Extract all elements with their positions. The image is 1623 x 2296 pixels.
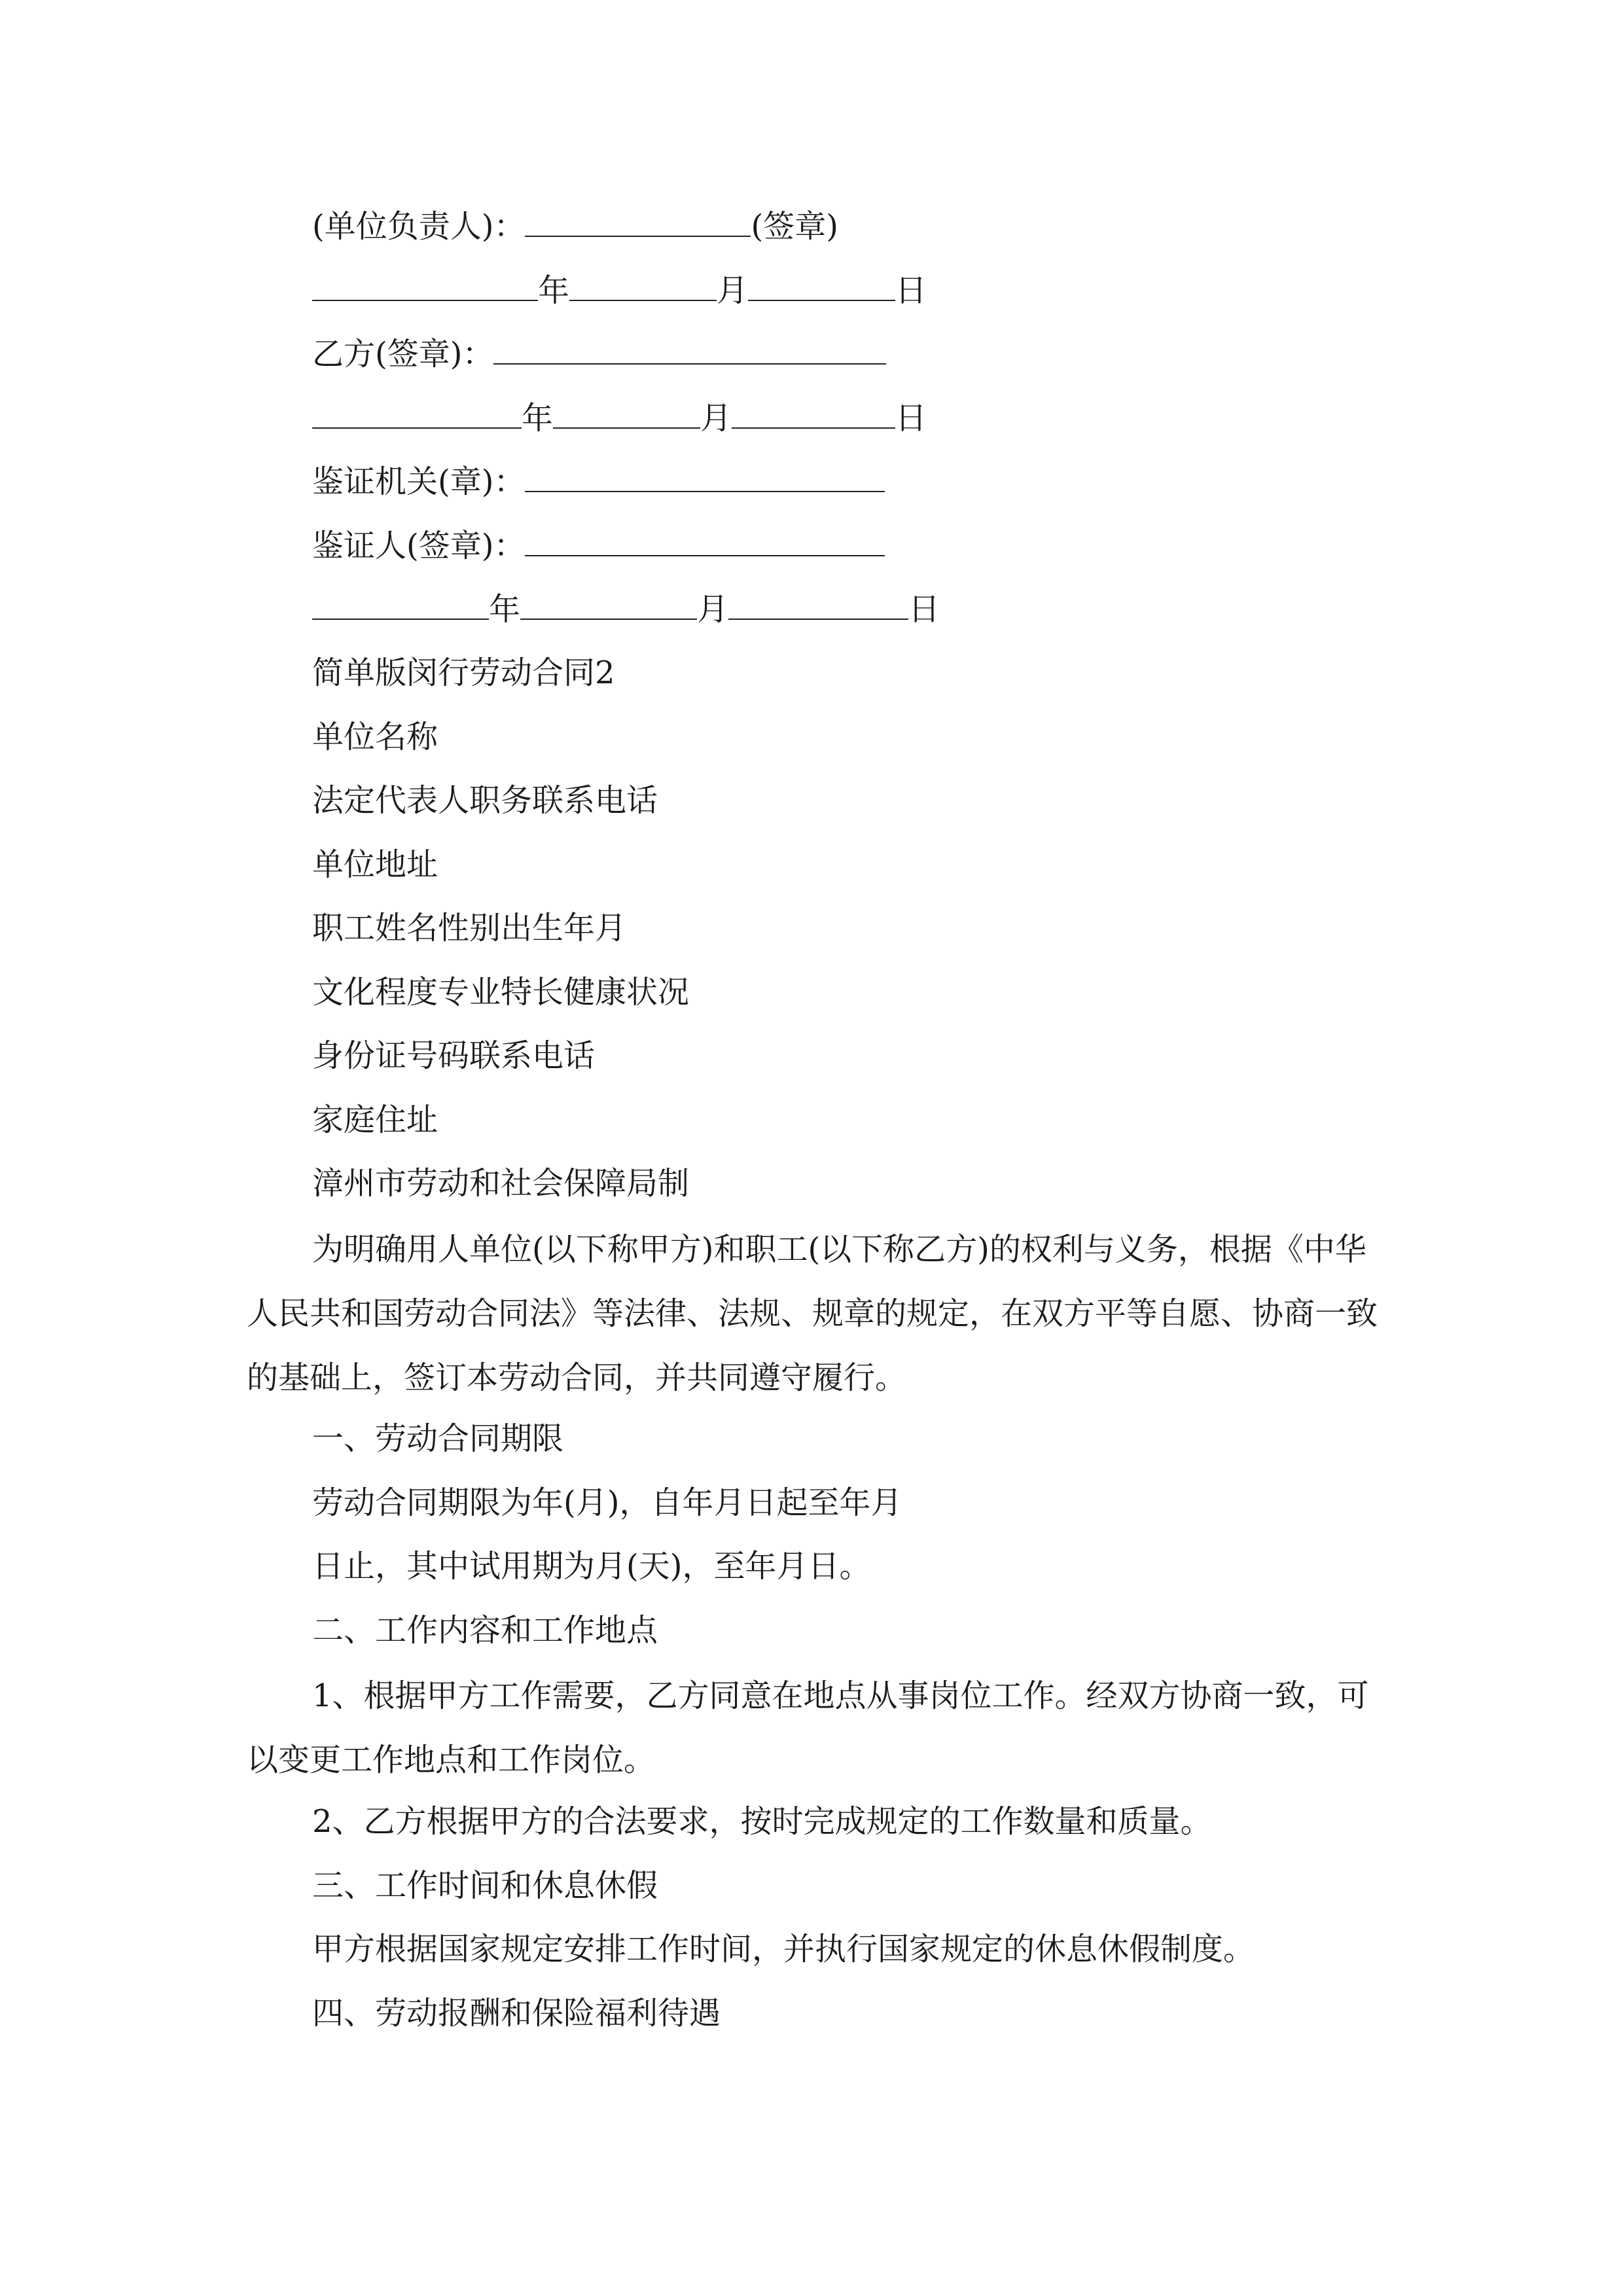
year-blank — [312, 399, 522, 429]
day-label: 日 — [908, 591, 940, 628]
issuer-line: 漳州市劳动和社会保障局制 — [312, 1165, 690, 1202]
field-education: 文化程度专业特长健康状况 — [312, 974, 690, 1011]
witness-label: 鉴证人(签章)： — [312, 528, 526, 564]
preamble-paragraph: 为明确用人单位(以下称甲方)和职工(以下称乙方)的权利与义务，根据《中华人民共和国劳动合同法》等法律、法规、规章的规定，在双方平等自愿、协商一致的基础上，签订本劳动合同，并共同遵守履行。 — [247, 1231, 1378, 1396]
term-line-2: 日止，其中试用期为月(天)，至年月日。 — [312, 1548, 871, 1585]
section-heading-3: 三、工作时间和休息休假 — [312, 1867, 658, 1904]
section2-item1: 1、根据甲方工作需要，乙方同意在地点从事岗位工作。经双方协商一致，可以变更工作地点和工作岗位。 — [247, 1677, 1369, 1778]
signature-blank — [493, 334, 886, 365]
month-label: 月 — [700, 400, 732, 437]
year-blank — [312, 590, 489, 620]
party-b-label: 乙方(签章)： — [312, 336, 494, 372]
section3-text: 甲方根据国家规定安排工作时间，并执行国家规定的休息休假制度。 — [312, 1931, 1255, 1967]
day-label: 日 — [895, 272, 927, 309]
field-unit-name: 单位名称 — [312, 719, 438, 755]
sign-row-witness — [312, 526, 885, 565]
section-heading-2: 二、工作内容和工作地点 — [312, 1612, 658, 1649]
seal-label: (签章) — [751, 208, 838, 245]
month-blank — [553, 399, 700, 429]
month-label: 月 — [697, 591, 729, 628]
field-employee-info: 职工姓名性别出生年月 — [312, 910, 627, 946]
section-heading-1: 一、劳动合同期限 — [312, 1420, 564, 1457]
authority-label: 鉴证机关(章)： — [312, 463, 526, 500]
day-blank — [732, 399, 895, 429]
year-blank — [312, 271, 538, 301]
year-label: 年 — [538, 272, 570, 309]
month-blank — [569, 271, 717, 301]
date-row-2 — [312, 399, 927, 438]
year-label: 年 — [522, 400, 554, 437]
signature-blank — [525, 462, 885, 492]
month-blank — [520, 590, 697, 620]
contract-title: 简单版闵行劳动合同2 — [312, 655, 615, 691]
section2-item2: 2、乙方根据甲方的合法要求，按时完成规定的工作数量和质量。 — [312, 1803, 1212, 1840]
date-row-3 — [312, 590, 940, 629]
field-unit-address: 单位地址 — [312, 846, 438, 883]
signature-blank — [525, 207, 751, 237]
signature-blank — [525, 526, 885, 556]
term-line-1: 劳动合同期限为年(月)，自年月日起至年月 — [312, 1484, 902, 1521]
date-row-1 — [312, 271, 927, 310]
day-label: 日 — [895, 400, 927, 437]
field-legal-rep: 法定代表人职务联系电话 — [312, 782, 658, 819]
month-label: 月 — [717, 272, 749, 309]
sign-row-unit-head — [312, 207, 838, 246]
day-blank — [748, 271, 895, 301]
field-id-number: 身份证号码联系电话 — [312, 1037, 596, 1074]
day-blank — [728, 590, 908, 620]
year-label: 年 — [489, 591, 521, 628]
section-heading-4: 四、劳动报酬和保险福利待遇 — [312, 1995, 721, 2032]
sign-row-party-b — [312, 334, 886, 374]
unit-head-label: (单位负责人)： — [312, 208, 526, 245]
sign-row-authority — [312, 462, 885, 501]
field-home-address: 家庭住址 — [312, 1102, 438, 1138]
